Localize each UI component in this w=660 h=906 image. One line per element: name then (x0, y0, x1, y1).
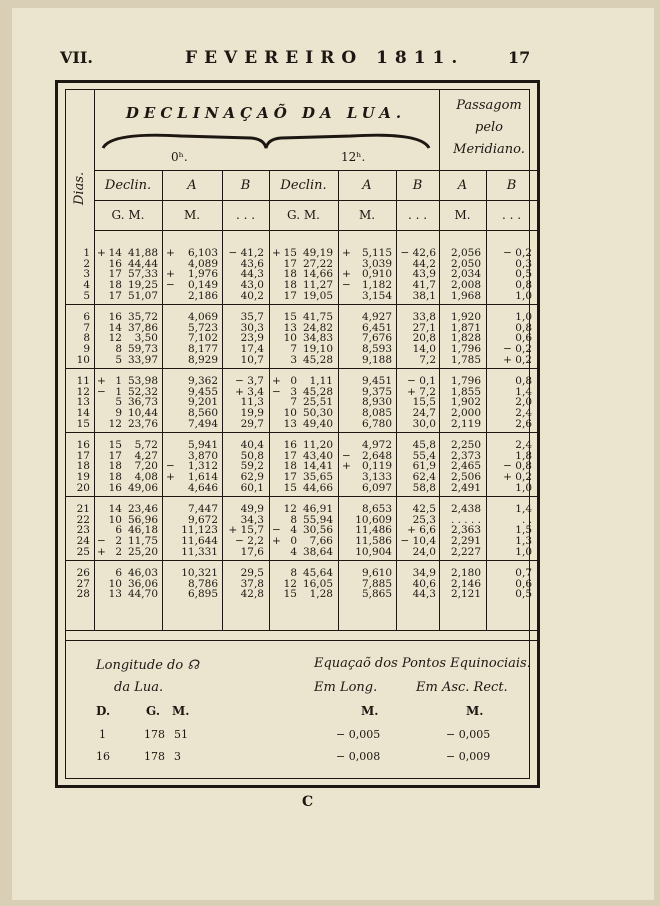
em-asc-label: Em Asc. Rect. (416, 680, 508, 695)
dias-col: 21 22 23 24 25 (76, 503, 90, 558)
declin-m-col: 11,20 43,40 14,41 35,65 44,66 (302, 439, 333, 494)
col-m-long-header: M. (361, 704, 379, 718)
declin-g-col: 1 1 5 9 12 (108, 375, 122, 430)
row-m: 3 (174, 750, 181, 763)
a-col: 10,321 8,786 6,895 (181, 567, 218, 601)
declin-m-col: 1,11 45,28 25,51 50,30 49,40 (302, 375, 333, 430)
col-b-0: B (240, 178, 251, 193)
table-title: DECLINAÇAÕ DA LUA. (125, 104, 407, 122)
b-col: 42,5 25,3 + 6,6 − 10,4 24,0 (400, 503, 436, 558)
sub-dots-0: . . . (235, 208, 256, 222)
dias-col: 26 27 28 (76, 567, 90, 601)
sign-col: + (272, 247, 281, 259)
b-col: 45,8 55,4 61,9 62,4 58,8 (412, 439, 436, 494)
sub-dots-12: . . . (407, 208, 428, 222)
col-m-asc-header: M. (466, 704, 484, 718)
a-col: 8,653 10,609 11,486 11,586 10,904 (355, 503, 392, 558)
col-g-header: G. (146, 704, 160, 718)
row-m: 51 (174, 728, 188, 741)
row-d: 16 (96, 750, 110, 763)
sub-gm-12: G. M. (287, 208, 320, 222)
hour-0-label: 0ʰ. (171, 150, 188, 164)
pass-b-col: 0,8 1,4 2,0 2,4 2,6 (515, 375, 532, 430)
table-frame (65, 89, 530, 779)
sub-m-pass: M. (454, 208, 471, 222)
col-a-0: A (187, 178, 197, 193)
a-col: 4,927 6,451 7,676 8,593 9,188 (361, 311, 392, 366)
row-d: 1 (99, 728, 106, 741)
pass-b-col: 1,0 0,8 0,6 − 0,2 + 0,2 (503, 311, 532, 366)
sign-col: + − (97, 375, 106, 398)
col-declin-0: Declin. (104, 178, 152, 193)
declin-m-col: 46,03 36,06 44,70 (127, 567, 158, 601)
col-b-12: B (412, 178, 423, 193)
declin-m-col: 46,91 55,94 30,56 7,66 38,64 (302, 503, 333, 558)
dias-label: Dias. (72, 171, 87, 205)
pass-a-col: 2,250 2,373 2,465 2,506 2,491 (450, 439, 481, 494)
b-col: 29,5 37,8 42,8 (240, 567, 264, 601)
sub-m-12: M. (358, 208, 376, 222)
dias-col: 16 17 18 19 20 (76, 439, 90, 494)
declin-g-col: 6 10 13 (108, 567, 122, 601)
brace (101, 126, 431, 152)
b-col: − 3,7 + 3,4 11,3 19,9 29,7 (235, 375, 264, 430)
sign-col: − + (97, 535, 106, 558)
row-long: − 0,008 (336, 750, 381, 763)
col-d-header: D. (96, 704, 111, 718)
a-col: 5,115 3,039 0,910 1,182 3,154 (361, 247, 392, 302)
pass-a-col: 2,438 . . . . . 2,363 2,291 2,227 (450, 503, 481, 558)
b-col: 35,7 30,3 23,9 17,4 10,7 (240, 311, 264, 366)
dias-col: 1 2 3 4 5 (83, 247, 90, 302)
longitude-label-2: da Lua. (114, 680, 164, 695)
a-col: 9,451 9,375 8,930 8,085 6,780 (361, 375, 392, 430)
b-col: − 41,2 43,6 44,3 43,0 40,2 (228, 247, 264, 302)
passagem-line-3: Meridiano. (453, 142, 525, 157)
passagem-line-2: pelo (475, 120, 503, 135)
a-col: 6,103 4,089 1,976 0,149 2,186 (187, 247, 218, 302)
pass-a-col: 2,056 2,050 2,034 2,008 1,968 (450, 247, 481, 302)
pass-a-col: 1,796 1,855 1,902 2,000 2,119 (450, 375, 481, 430)
declin-g-col: 12 8 4 0 4 (283, 503, 297, 558)
pass-b-col: 1,4 . . 1,5 1,3 1,0 (515, 503, 532, 558)
signature-mark: C (302, 794, 314, 810)
b-col: 34,9 40,6 44,3 (412, 567, 436, 601)
dias-col: 6 7 8 9 10 (76, 311, 90, 366)
b-col: 33,8 27,1 20,8 14,0 7,2 (412, 311, 436, 366)
declin-m-col: 41,88 44,44 57,33 19,25 51,07 (127, 247, 158, 302)
declin-g-col: 14 10 6 2 2 (108, 503, 122, 558)
pass-a-col: 1,920 1,871 1,828 1,796 1,785 (450, 311, 481, 366)
col-b-pass: B (506, 178, 517, 193)
passagem-line-1: Passagom (456, 98, 522, 113)
pass-a-col: 2,180 2,146 2,121 (450, 567, 481, 601)
sign-col: − + (272, 524, 281, 548)
sub-dots-pass: . . . (501, 208, 522, 222)
declin-m-col: 23,46 56,96 46,18 11,75 25,20 (127, 503, 158, 558)
pass-b-col: 2,4 1,8 − 0,8 + 0,2 1,0 (503, 439, 532, 494)
row-g: 178 (144, 750, 165, 763)
declin-g-col: 15 17 18 18 17 (283, 247, 297, 302)
equacao-title: Equaçaõ dos Pontos Equinociais. (314, 656, 531, 671)
page-number: 17 (508, 48, 531, 67)
dias-col: 11 12 13 14 15 (76, 375, 90, 430)
sign-col: − + (342, 449, 351, 473)
header-left: VII. (60, 48, 93, 67)
declin-m-col: 53,98 52,32 36,73 10,44 23,76 (127, 375, 158, 430)
declin-g-col: 15 13 10 7 3 (283, 311, 297, 366)
row-asc: − 0,005 (446, 728, 491, 741)
declin-g-col: 16 17 18 17 15 (283, 439, 297, 494)
header-title: FEVEREIRO 1811. (185, 48, 465, 68)
declin-g-col: 8 12 15 (283, 567, 297, 601)
col-m-header: M. (172, 704, 190, 718)
row-long: − 0,005 (336, 728, 381, 741)
a-col: 4,972 2,648 0,119 3,133 6,097 (361, 439, 392, 494)
longitude-label-1: Longitude do ☊ (96, 658, 199, 673)
a-col: 7,447 9,672 11,123 11,644 11,331 (181, 503, 218, 558)
ephemeris-table (55, 80, 540, 788)
em-long-label: Em Long. (314, 680, 378, 695)
declin-g-col: 14 16 17 18 17 (108, 247, 122, 302)
sign-col: + (97, 247, 106, 259)
declin-m-col: 49,19 27,22 14,66 11,27 19,05 (302, 247, 333, 302)
col-a-pass: A (457, 178, 468, 193)
a-col: 9,610 7,885 5,865 (361, 567, 392, 601)
sign-col: + + − (342, 247, 351, 292)
a-col: 9,362 9,455 9,201 8,560 7,494 (187, 375, 218, 430)
declin-g-col: 0 3 7 10 13 (283, 375, 297, 430)
declin-g-col: 15 17 18 18 16 (108, 439, 122, 494)
hour-12-label: 12ʰ. (341, 150, 366, 164)
sign-col: − + (166, 460, 175, 484)
declin-m-col: 41,75 24,82 34,83 19,10 45,28 (302, 311, 333, 366)
pass-b-col: 0,7 0,6 0,5 (515, 567, 532, 601)
pass-b-col: − 0,2 0,3 0,5 0,8 1,0 (503, 247, 532, 302)
sub-gm-0: G. M. (111, 208, 145, 222)
b-col: − 42,6 44,2 43,9 41,7 38,1 (400, 247, 436, 302)
row-g: 178 (144, 728, 165, 741)
declin-m-col: 35,72 37,86 3,50 59,73 33,97 (127, 311, 158, 366)
row-asc: − 0,009 (446, 750, 491, 763)
col-a-12: A (362, 178, 372, 193)
b-col: 49,9 34,3 + 15,7 − 2,2 17,6 (228, 503, 264, 558)
b-col: 40,4 50,8 59,2 62,9 60,1 (240, 439, 264, 494)
sign-col: + − (272, 375, 281, 398)
declin-g-col: 16 14 12 8 5 (108, 311, 122, 366)
b-col: − 0,1 + 7,2 15,5 24,7 30,0 (407, 375, 436, 430)
sub-m-0: M. (183, 208, 201, 222)
a-col: 5,941 3,870 1,312 1,614 4,646 (187, 439, 218, 494)
col-declin-12: Declin. (280, 178, 327, 193)
a-col: 4,069 5,723 7,102 8,177 8,929 (187, 311, 218, 366)
sign-col: + + − (166, 247, 175, 292)
declin-m-col: 5,72 4,27 7,20 4,08 49,06 (127, 439, 158, 494)
declin-m-col: 45,64 16,05 1,28 (302, 567, 333, 601)
